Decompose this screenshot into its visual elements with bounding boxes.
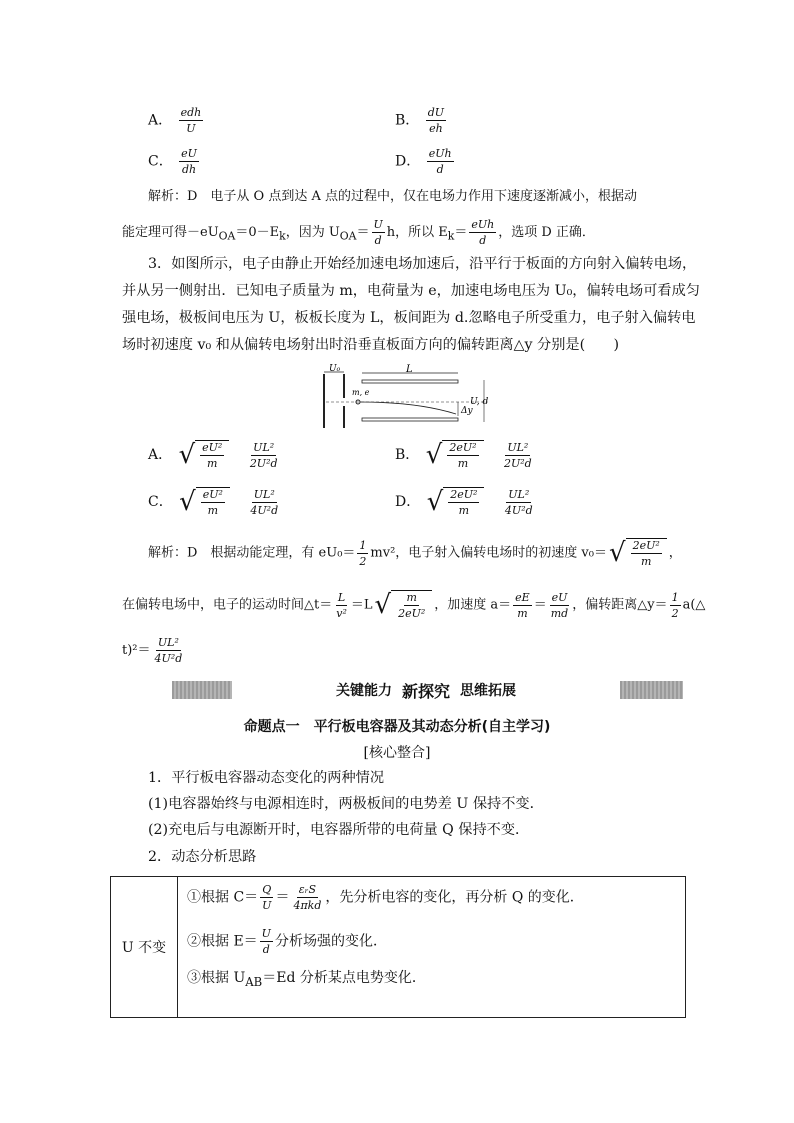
fraction: $\frac{\text{UL²}}{\text{4U²d}}$ xyxy=(250,487,279,517)
banner-right: 思维拓展 xyxy=(460,683,516,699)
sqrt: √ $\frac{\text{eU²}}{m}$ xyxy=(179,487,230,517)
trajectory xyxy=(360,402,456,414)
table-left-cell: U 不变 xyxy=(111,877,178,1017)
table-row-2: ②根据 E＝ $\frac{U}{d}$ 分析场强的变化． xyxy=(187,927,387,956)
length-label: L xyxy=(406,364,413,375)
sqrt: √ $\frac{\text{2eU²}}{m}$ xyxy=(426,440,484,470)
me-label: m, e xyxy=(352,388,370,397)
fraction: $\frac{\text{UL²}}{\text{2U²d}}$ xyxy=(249,440,278,470)
solution-3-line-1: 解析：D 根据动能定理，有 eU₀＝ $\frac{1}{2}$ mv²，电子射入偏转电场时的初速度 v₀＝ √ $\frac{\text{2eU²}}{m}$ ， xyxy=(148,538,682,568)
option-a: A． $\frac{\text{edh}}{U}$ xyxy=(148,106,202,135)
deflector-top-plate xyxy=(362,380,458,383)
fraction: $\frac{U}{d}$ xyxy=(373,218,383,247)
option-b: B． $\frac{dU}{eh}$ xyxy=(395,106,445,135)
question-3-line-3: 强电场，极板间电压为 U，板板长度为 L，板间距为 d.忽略电子所受重力，电子射入偏转电 xyxy=(122,310,696,326)
option-c: C． $\frac{eU}{dh}$ xyxy=(148,147,197,176)
option-a-fraction: $\frac{\text{edh}}{U}$ xyxy=(180,106,202,135)
item-1b: (2)充电后与电源断开时，电容器所带的电荷量 Q 保持不变． xyxy=(148,822,530,838)
banner-left: 关键能力 xyxy=(335,683,392,699)
sqrt: √ $\frac{\text{eU²}}{m}$ xyxy=(179,440,230,470)
solution-2-line-2: 能定理可得$-eU_{OA}=0-E_k$，因为 $U_{OA}=$ $\frac{U}{d}$ h，所以 $E_k=$ $\frac{\text{eUh}}{d}$ ，选项 D 正确． xyxy=(122,218,595,247)
option-d-fraction: $\frac{\text{eUh}}{d}$ xyxy=(428,147,452,176)
ud-label: U, d xyxy=(470,397,489,407)
analysis-table xyxy=(110,876,686,1018)
solution-2-line-1: 解析：D 电子从 O 点到达 A 点的过程中，仅在电场力作用下速度逐渐减小，根据动 xyxy=(148,189,637,204)
table-row-1: ①根据 C＝ $\frac{Q}{U}$ ＝ $\frac{\text{εᵣS}}{\text{4πkd}}$ ，先分析电容的变化，再分析 Q 的变化． xyxy=(187,883,584,912)
solution-3-line-3: t)²＝ $\frac{\text{UL²}}{\text{4U²d}}$ xyxy=(122,636,183,665)
fraction: $\frac{\text{UL²}}{\text{2U²d}}$ xyxy=(503,440,532,470)
banner-mid: 新探究 xyxy=(401,681,450,701)
item-1a: (1)电容器始终与电源相连时，两极板间的电势差 U 保持不变． xyxy=(148,796,544,812)
q3-option-c: C． √ $\frac{\text{eU²}}{m}$ $\frac{\text{UL²}}{\text{4U²d}}$ xyxy=(148,487,279,517)
option-b-fraction: $\frac{dU}{eh}$ xyxy=(427,106,445,135)
deflector-bottom-plate xyxy=(362,418,458,421)
u0-label: U₀ xyxy=(329,364,341,374)
sqrt: √ $\frac{\text{2eU²}}{m}$ xyxy=(427,487,485,517)
q3-option-b: B． √ $\frac{\text{2eU²}}{m}$ $\frac{\text{UL²}}{\text{2U²d}}$ xyxy=(395,440,532,470)
fraction: $\frac{\text{eUh}}{d}$ xyxy=(471,218,495,247)
question-3-line-1: 3．如图所示，电子由静止开始经加速电场加速后，沿平行于板面的方向射入偏转电场， xyxy=(148,256,697,272)
section-banner xyxy=(232,681,620,699)
section-subtitle: [核心整合] xyxy=(363,745,431,761)
fraction: $\frac{\text{UL²}}{\text{4U²d}}$ xyxy=(504,487,533,517)
table-row-3: ③根据 $U_{AB}=Ed$ 分析某点电势变化． xyxy=(187,970,426,989)
q3-option-d: D． √ $\frac{\text{2eU²}}{m}$ $\frac{\text{UL²}}{\text{4U²d}}$ xyxy=(395,487,533,517)
dy-label: Δy xyxy=(461,406,473,416)
question-3-line-2: 并从另一侧射出．已知电子质量为 m，电荷量为 e，加速电场电压为 U₀，偏转电场可看成匀 xyxy=(122,283,700,299)
option-c-fraction: $\frac{eU}{dh}$ xyxy=(181,147,197,176)
q3-option-a: A． √ $\frac{\text{eU²}}{m}$ $\frac{\text{UL²}}{\text{2U²d}}$ xyxy=(148,440,278,470)
option-d: D． $\frac{\text{eUh}}{d}$ xyxy=(395,147,452,176)
section-title: 命题点一 平行板电容器及其动态分析(自主学习) xyxy=(243,719,551,735)
item-2: 2．动态分析思路 xyxy=(148,849,257,865)
item-1: 1．平行板电容器动态变化的两种情况 xyxy=(148,770,385,786)
solution-3-line-2: 在偏转电场中，电子的运动时间△t＝ $\frac{L}{\text{v²}}$ ＝L √ $\frac{m}{\text{2eU²}}$ ，加速度 a＝ $\frac{eE}{m}$ ＝ $\frac{eU}{md}$ ，偏转距离△y＝ $\frac{1}{2}$ a(△ xyxy=(122,590,706,620)
deflection-figure xyxy=(318,364,498,430)
question-3-line-4: 场时初速度 v₀ 和从偏转电场射出时沿垂直板面方向的偏转距离△y 分别是( ) xyxy=(122,337,620,353)
